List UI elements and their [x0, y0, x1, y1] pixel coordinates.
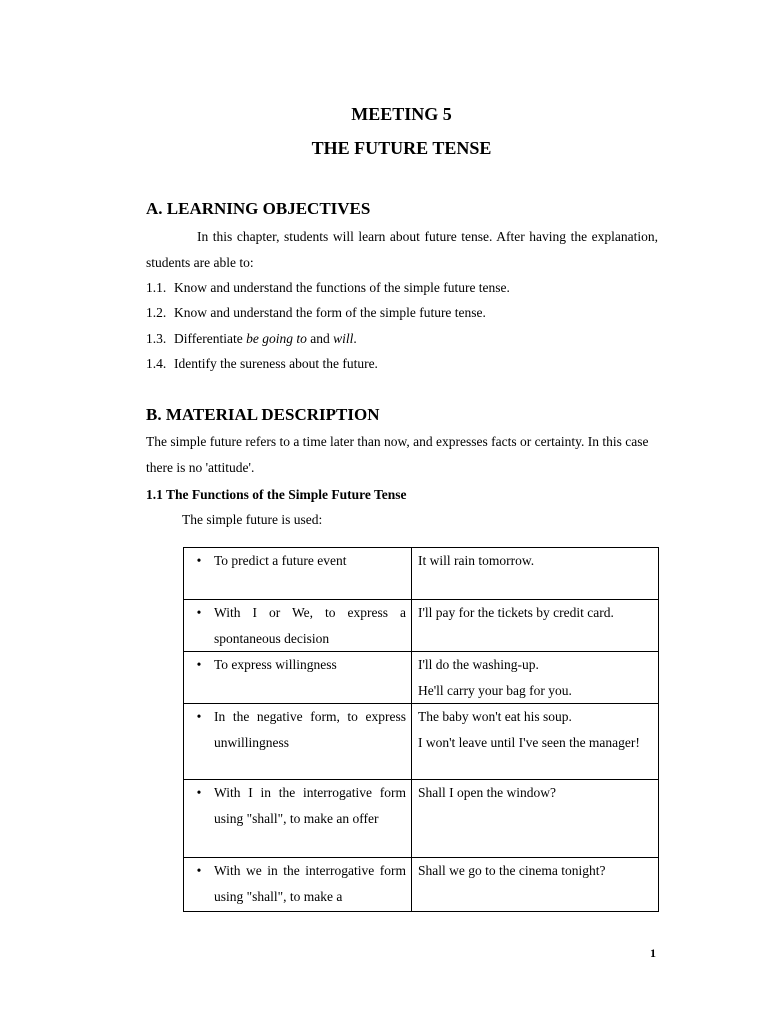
- use-cell: [184, 858, 412, 912]
- use-cell: [184, 704, 412, 780]
- objective-item: [146, 351, 378, 377]
- section-a-heading: A. LEARNING OBJECTIVES: [146, 199, 371, 218]
- use-cell: [184, 780, 412, 858]
- example-text: He'll carry your bag for you.: [418, 682, 572, 698]
- page-number: 1: [650, 946, 656, 960]
- bullet-icon: •: [196, 785, 202, 800]
- use-text: With I in the interrogative form using "shall", to make an offer: [214, 785, 406, 826]
- table-row: [184, 858, 659, 912]
- example-cell: [412, 858, 659, 912]
- objective-number: 1.2.: [146, 305, 167, 320]
- example-text: I'll pay for the tickets by credit card.: [418, 605, 614, 620]
- objective-number: 1.4.: [146, 356, 167, 371]
- objective-text-pre: Differentiate: [174, 331, 247, 346]
- objective-number: 1.1.: [146, 280, 167, 295]
- bullet-icon: •: [196, 709, 202, 724]
- use-cell: [184, 548, 412, 600]
- meeting-title: MEETING 5: [351, 104, 452, 124]
- objective-item: [146, 275, 510, 301]
- chapter-title: THE FUTURE TENSE: [311, 138, 492, 158]
- example-cell: [412, 780, 659, 858]
- objective-emphasis-will: will: [333, 331, 354, 346]
- objective-text-post: .: [353, 331, 357, 346]
- bullet-icon: •: [196, 605, 202, 620]
- table-row: [184, 600, 659, 652]
- objective-text-mid: and: [306, 331, 334, 346]
- objective-item: [146, 326, 357, 352]
- objective-text: Know and understand the form of the simple future tense.: [174, 305, 486, 320]
- functions-table: [183, 547, 659, 912]
- use-text: To predict a future event: [214, 553, 347, 568]
- objective-text: Identify the sureness about the future.: [174, 356, 378, 371]
- use-cell: [184, 652, 412, 704]
- example-cell: [412, 548, 659, 600]
- example-text: Shall we go to the cinema tonight?: [418, 863, 606, 878]
- bullet-icon: •: [196, 553, 202, 568]
- example-text: I won't leave until I've seen the manager!: [418, 734, 640, 750]
- table-row: [184, 780, 659, 858]
- description-paragraph: The simple future refers to a time later than now, and expresses facts or certainty. In this case there is no 'attitude'.: [146, 434, 649, 475]
- subsection-heading: 1.1 The Functions of the Simple Future Tense: [146, 487, 407, 502]
- example-text: Shall I open the window?: [418, 785, 556, 800]
- objective-item: [146, 300, 486, 326]
- use-cell: [184, 600, 412, 652]
- example-cell: [412, 704, 659, 780]
- objective-emphasis-going-to: be going to: [246, 331, 307, 346]
- example-text: The baby won't eat his soup.: [418, 709, 572, 724]
- objective-number: 1.3.: [146, 331, 167, 346]
- table-row: [184, 704, 659, 780]
- use-text: With I or We, to express a spontaneous decision: [214, 605, 406, 646]
- table-row: [184, 548, 659, 600]
- example-cell: [412, 652, 659, 704]
- table-row: [184, 652, 659, 704]
- example-cell: [412, 600, 659, 652]
- use-text: With we in the interrogative form using "shall", to make a: [214, 863, 406, 904]
- example-text: I'll do the washing-up.: [418, 657, 539, 672]
- bullet-icon: •: [196, 657, 202, 672]
- bullet-icon: •: [196, 863, 202, 878]
- use-text: In the negative form, to express unwillingness: [214, 709, 406, 750]
- example-text: It will rain tomorrow.: [418, 553, 535, 568]
- use-text: To express willingness: [214, 657, 337, 672]
- objective-text: Know and understand the functions of the simple future tense.: [174, 280, 510, 295]
- intro-paragraph: In this chapter, students will learn about future tense. After having the explanation, students are able to:: [146, 229, 658, 270]
- section-b-heading: B. MATERIAL DESCRIPTION: [146, 405, 380, 424]
- lead-text: The simple future is used:: [182, 512, 323, 527]
